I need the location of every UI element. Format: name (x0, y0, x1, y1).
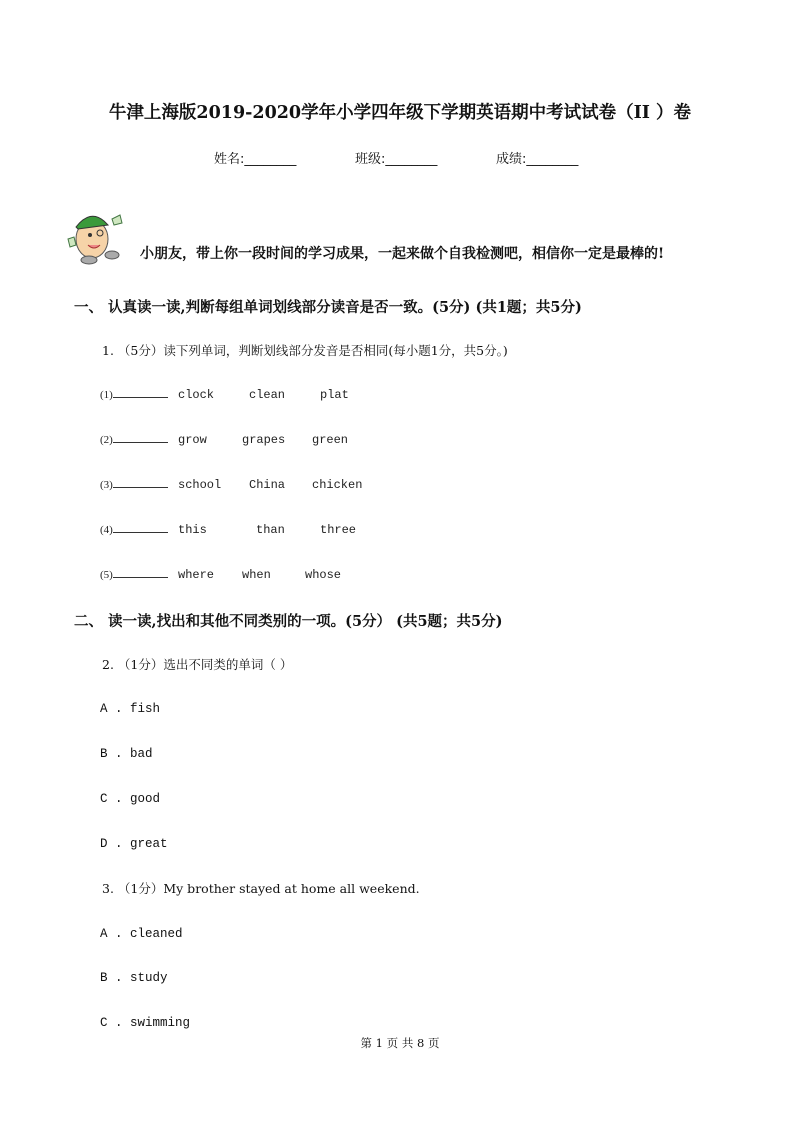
list-item (100, 568, 342, 582)
word: when (242, 568, 271, 582)
item-number: (1) (100, 389, 113, 401)
word: grapes (242, 433, 286, 447)
item-number: (4) (100, 524, 113, 536)
word: clock (178, 388, 215, 402)
question-stem: 1. （5分）读下列单词，判断划线部分发音是否相同(每小题1分，共5分。) (102, 343, 508, 358)
section-heading: 二、 读一读,找出和其他不同类别的一项。(5分） (共5题；共5分) (74, 613, 503, 630)
page-footer: 第 1 页 共 8 页 (360, 1036, 440, 1050)
list-item (100, 388, 349, 402)
word: chicken (312, 478, 363, 492)
list-item (100, 433, 349, 447)
option-d[interactable]: D . great (100, 837, 168, 851)
answer-blank[interactable] (113, 397, 168, 398)
word: school (178, 478, 222, 492)
option-c[interactable]: C . good (100, 792, 161, 806)
list-item (100, 478, 363, 492)
question-stem: 2. （1分）选出不同类的单词（ ） (102, 657, 293, 672)
option-b[interactable]: B . study (100, 971, 168, 985)
class-field: 班级:________ (355, 152, 438, 167)
word: China (249, 478, 286, 492)
score-field: 成绩:________ (496, 152, 579, 167)
word: where (178, 568, 215, 582)
option-b[interactable]: B . bad (100, 747, 153, 761)
answer-blank[interactable] (113, 577, 168, 578)
answer-blank[interactable] (113, 532, 168, 533)
question-stem: 3. （1分）My brother stayed at home all weekend. (102, 881, 420, 896)
list-item (100, 523, 357, 537)
answer-blank[interactable] (113, 487, 168, 488)
word: green (312, 433, 349, 447)
name-field: 姓名:________ (214, 152, 297, 167)
intro-text: 小朋友，带上你一段时间的学习成果，一起来做个自我检测吧，相信你一定是最棒的! (140, 246, 665, 262)
option-a[interactable]: A . fish (100, 702, 161, 716)
word: whose (305, 568, 342, 582)
item-number: (3) (100, 479, 113, 491)
word: plat (320, 388, 349, 402)
option-a[interactable]: A . cleaned (100, 927, 183, 941)
page-title: 牛津上海版2019-2020学年小学四年级下学期英语期中考试试卷（II ）卷 (108, 103, 692, 123)
word: this (178, 523, 207, 537)
word: clean (249, 388, 286, 402)
section-heading: 一、 认真读一读,判断每组单词划线部分读音是否一致。(5分) (共1题；共5分) (74, 299, 582, 316)
answer-blank[interactable] (113, 442, 168, 443)
item-number: (2) (100, 434, 113, 446)
item-number: (5) (100, 569, 113, 581)
word: than (256, 523, 285, 537)
mascot-icon (64, 205, 134, 265)
word: grow (178, 433, 207, 447)
word: three (320, 523, 357, 537)
option-c[interactable]: C . swimming (100, 1016, 191, 1030)
